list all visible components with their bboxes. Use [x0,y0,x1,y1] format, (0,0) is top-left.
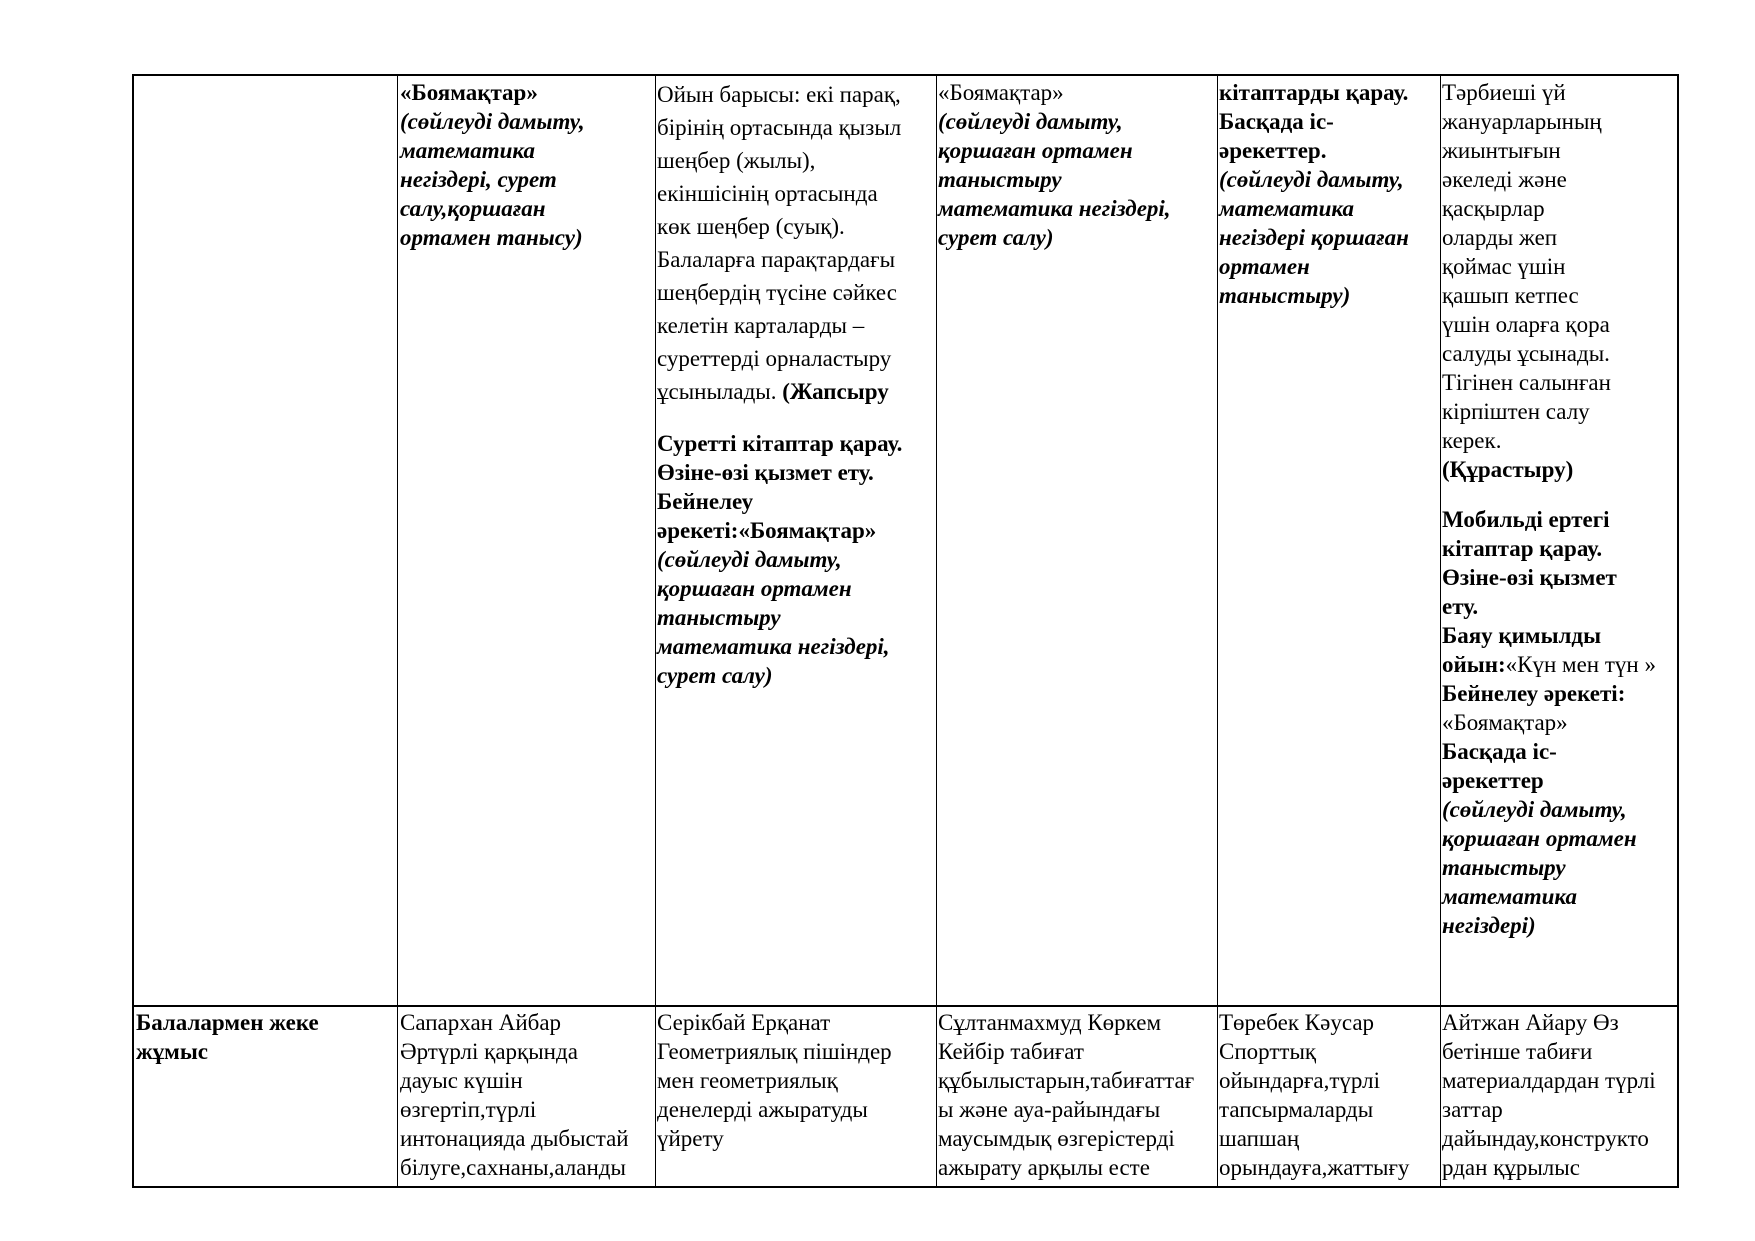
cell-line [1442,1008,1656,1037]
cell-line [400,1008,629,1037]
cell-line [1442,737,1656,766]
cell-line [1442,223,1656,252]
cell-text: Өзіне-өзі қызмет [1442,565,1617,590]
cell-text: математика негіздері, [657,634,890,659]
cell-line [657,603,902,632]
cell-text: дайындау,конструкто [1442,1126,1649,1151]
cell-text: (сөйлеуді дамыту, [1442,797,1627,822]
column-divider [397,76,398,1186]
cell-text: керек. [1442,428,1502,453]
cell-line [1442,592,1656,621]
cell-text: материалдардан түрлі [1442,1068,1656,1093]
cell-line [1442,795,1656,824]
cell-line [1442,252,1656,281]
cell-text: ажырату арқылы есте [938,1155,1150,1180]
column-divider [936,76,937,1186]
cell-text: бірінің ортасында қызыл [657,115,902,140]
cell-text: Төребек Кәусар [1219,1010,1375,1035]
cell-text: кірпіштен салу [1442,399,1590,424]
cell-text: ойындарға,түрлі [1219,1068,1380,1093]
cell-line [400,1037,629,1066]
cell-line [1219,1066,1409,1095]
cell-text: Басқада іс- [1219,109,1334,134]
cell-line [657,1124,892,1153]
cell-text: сурет салу) [657,663,773,688]
cell-text: салу,қоршаған [400,196,546,221]
cell-text: жануарларының [1442,109,1602,134]
cell-line [1442,1066,1656,1095]
cell-line [1219,1095,1409,1124]
cell-line [400,194,585,223]
cell-line [400,1066,629,1095]
cell-text: ортамен [1219,254,1310,279]
cell-text: Баяу қимылды [1442,623,1602,648]
cell-text: ұсынылады. [657,379,777,404]
cell-line [1442,708,1656,737]
cell-line [938,1153,1194,1182]
cell-text: жұмыс [136,1039,209,1064]
cell-text: орындауға,жаттығу [1219,1155,1410,1180]
cell-text: Кейбір табиғат [938,1039,1084,1064]
cell-line [1219,165,1409,194]
cell-line [1442,650,1656,679]
cell-line [1442,281,1656,310]
cell-line [1219,1124,1409,1153]
cell-text: математика [1442,884,1578,909]
cell-text: таныстыру [938,167,1062,192]
cell-text: Ойын барысы: екі парақ, [657,82,901,107]
cell-text: қоймас үшін [1442,254,1566,279]
cell-text: оларды жеп [1442,225,1558,250]
cell-line [1219,107,1409,136]
cell-line [1442,1037,1656,1066]
cell-line [136,1008,319,1037]
cell-text: әрекеттер [1442,768,1544,793]
cell-text: Балаларға парақтардағы [657,247,896,272]
cell-text: (Құрастыру) [1442,457,1574,482]
cell-text: білуге,сахнаны,аланды [400,1155,626,1180]
cell-line [1442,455,1656,484]
cell-text: негіздері) [1442,913,1536,938]
cell-text: қоршаған ортамен [657,576,852,601]
cell-text: Тігінен салынған [1442,370,1611,395]
cell-text: Балалармен жеке [136,1010,319,1035]
cell-line [938,165,1171,194]
cell-line [657,243,902,276]
cell-line [1442,1124,1656,1153]
paragraph-gap [657,408,902,429]
cell-line [938,136,1171,165]
cell-line [1442,165,1656,194]
cell-line [1442,78,1656,107]
cell-line [657,632,902,661]
cell-line [657,210,902,243]
table-cell [938,78,1171,252]
cell-text: математика негіздері, [938,196,1171,221]
cell-line [657,458,902,487]
cell-text: қашып кетпес [1442,283,1579,308]
cell-text: (сөйлеуді дамыту, [938,109,1123,134]
cell-text: келетін карталарды – [657,313,865,338]
cell-line [657,574,902,603]
cell-line [657,78,902,111]
cell-line [657,1037,892,1066]
cell-line [657,1066,892,1095]
cell-line [1442,339,1656,368]
cell-text: қоршаған ортамен [1442,826,1637,851]
cell-line [657,429,902,458]
cell-text: суреттерді орналастыру [657,346,892,371]
cell-text: Бейнелеу әрекеті: [1442,681,1626,706]
cell-text: әрекеті:«Боямақтар» [657,518,877,543]
cell-text: сурет салу) [938,225,1054,250]
cell-line [400,223,585,252]
cell-text: ету. [1442,594,1479,619]
cell-line [657,661,902,690]
cell-text: бетінше табиғи [1442,1039,1593,1064]
cell-text: заттар [1442,1097,1503,1122]
cell-line [1442,621,1656,650]
cell-text: рдан құрылыс [1442,1155,1580,1180]
cell-text: (сөйлеуді дамыту, [1219,167,1404,192]
table-cell [938,1008,1194,1182]
cell-line [938,107,1171,136]
cell-text: мен геометриялық [657,1068,838,1093]
table-cell [1442,1008,1656,1182]
cell-line [1219,1008,1409,1037]
cell-text: кітаптар қарау. [1442,536,1603,561]
cell-text: (сөйлеуді дамыту, [657,547,842,572]
cell-text: шапшаң [1219,1126,1300,1151]
cell-line [657,1008,892,1037]
cell-text: интонацияда дыбыстай [400,1126,629,1151]
cell-text: Бейнелеу [657,489,754,514]
cell-text: математика [400,138,536,163]
cell-text: математика [1219,196,1355,221]
cell-text: Суретті кітаптар қарау. [657,431,903,456]
cell-line [1442,534,1656,563]
cell-text: әкеледі және [1442,167,1567,192]
cell-text: Серікбай Ерқанат [657,1010,831,1035]
cell-line [1442,563,1656,592]
cell-text: қасқырлар [1442,196,1545,221]
cell-text: Өзіне-өзі қызмет ету. [657,460,874,485]
cell-line [938,1066,1194,1095]
cell-line [938,1037,1194,1066]
cell-text: ойын: [1442,652,1506,677]
cell-line [1442,505,1656,534]
cell-text: салуды ұсынады. [1442,341,1610,366]
cell-line [1442,1153,1656,1182]
cell-text: «Боямақтар» [938,80,1064,105]
table-cell [657,78,902,690]
cell-line [1442,397,1656,426]
cell-line [1442,824,1656,853]
cell-line [657,276,902,309]
column-divider [1440,76,1441,1186]
cell-line [657,342,902,375]
cell-text: шеңбер (жылы), [657,148,816,173]
cell-text: құбылыстарын,табиғаттағ [938,1068,1195,1093]
cell-text: «Боямақтар» [1442,710,1568,735]
cell-line [657,111,902,144]
cell-line [400,78,585,107]
cell-text: көк шеңбер (суық). [657,214,845,239]
cell-text: Спорттық [1219,1039,1317,1064]
cell-line [1442,310,1656,339]
table-cell [400,78,585,252]
cell-line [657,516,902,545]
cell-text: екіншісінің ортасында [657,181,878,206]
cell-text: маусымдық өзгерістерді [938,1126,1175,1151]
cell-line [1219,281,1409,310]
cell-line [657,1095,892,1124]
table-cell [1219,78,1409,310]
cell-text: өзгертіп,түрлі [400,1097,537,1122]
cell-line [938,1124,1194,1153]
cell-text: Әртүрлі қарқында [400,1039,578,1064]
column-divider [1217,76,1218,1186]
cell-line [938,194,1171,223]
cell-text: (сөйлеуді дамыту, [400,109,585,134]
paragraph-gap [1442,484,1656,505]
cell-line [1219,223,1409,252]
cell-line [1442,194,1656,223]
cell-text: үшін оларға қора [1442,312,1610,337]
cell-line [1219,1153,1409,1182]
column-divider [655,76,656,1186]
table-cell [400,1008,629,1182]
cell-line [657,545,902,574]
cell-line [1219,1037,1409,1066]
table-cell [1442,78,1656,940]
cell-line [1219,78,1409,107]
cell-text: Геометриялық пішіндер [657,1039,892,1064]
cell-text: негіздері, сурет [400,167,557,192]
cell-line [1219,194,1409,223]
cell-text-tail: (Жапсыру [776,379,889,404]
cell-line [1442,766,1656,795]
cell-line [938,1008,1194,1037]
cell-text: Сапархан Айбар [400,1010,562,1035]
cell-text: Мобильді ертегі [1442,507,1610,532]
cell-line [400,165,585,194]
table-cell [657,1008,892,1153]
cell-line [1442,1095,1656,1124]
cell-line [657,177,902,210]
cell-line [938,223,1171,252]
cell-text: Сұлтанмахмуд Көркем [938,1010,1162,1035]
cell-text: «Боямақтар» [400,80,538,105]
cell-line [1442,426,1656,455]
cell-text: қоршаған ортамен [938,138,1133,163]
cell-line [657,375,902,408]
cell-text: дауыс күшін [400,1068,523,1093]
cell-text: таныстыру [657,605,781,630]
cell-line [938,78,1171,107]
cell-line [1442,853,1656,882]
cell-text: денелерді ажыратуды [657,1097,868,1122]
cell-line [1219,252,1409,281]
cell-text: Айтжан Айару Өз [1442,1010,1619,1035]
cell-text: кітаптарды қарау. [1219,80,1409,105]
cell-text: жиынтығын [1442,138,1561,163]
cell-text: тапсырмаларды [1219,1097,1374,1122]
cell-text: шеңбердің түсіне сәйкес [657,280,897,305]
cell-line [1219,136,1409,165]
cell-text: таныстыру) [1219,283,1351,308]
cell-line [938,1095,1194,1124]
cell-line [1442,107,1656,136]
table-cell [1219,1008,1409,1182]
cell-text: үйрету [657,1126,724,1151]
cell-text: ы және ауа-райындағы [938,1097,1161,1122]
cell-line [1442,136,1656,165]
cell-line [1442,679,1656,708]
cell-line [1442,368,1656,397]
cell-line [400,136,585,165]
cell-line [400,1124,629,1153]
cell-line [400,1095,629,1124]
cell-line [657,144,902,177]
cell-text: ортамен танысу) [400,225,583,250]
cell-line [1442,911,1656,940]
cell-text: әрекеттер. [1219,138,1327,163]
cell-line [657,309,902,342]
row-header-cell [136,1008,319,1066]
cell-line [1442,882,1656,911]
cell-text: негіздері қоршаған [1219,225,1409,250]
cell-line [136,1037,319,1066]
cell-text: Басқада іс- [1442,739,1557,764]
cell-line [657,487,902,516]
cell-text-tail: «Күн мен түн » [1505,652,1656,677]
row-divider [134,1005,1677,1007]
cell-text: Тәрбиеші үй [1442,80,1566,105]
cell-line [400,1153,629,1182]
cell-text: таныстыру [1442,855,1566,880]
cell-line [400,107,585,136]
